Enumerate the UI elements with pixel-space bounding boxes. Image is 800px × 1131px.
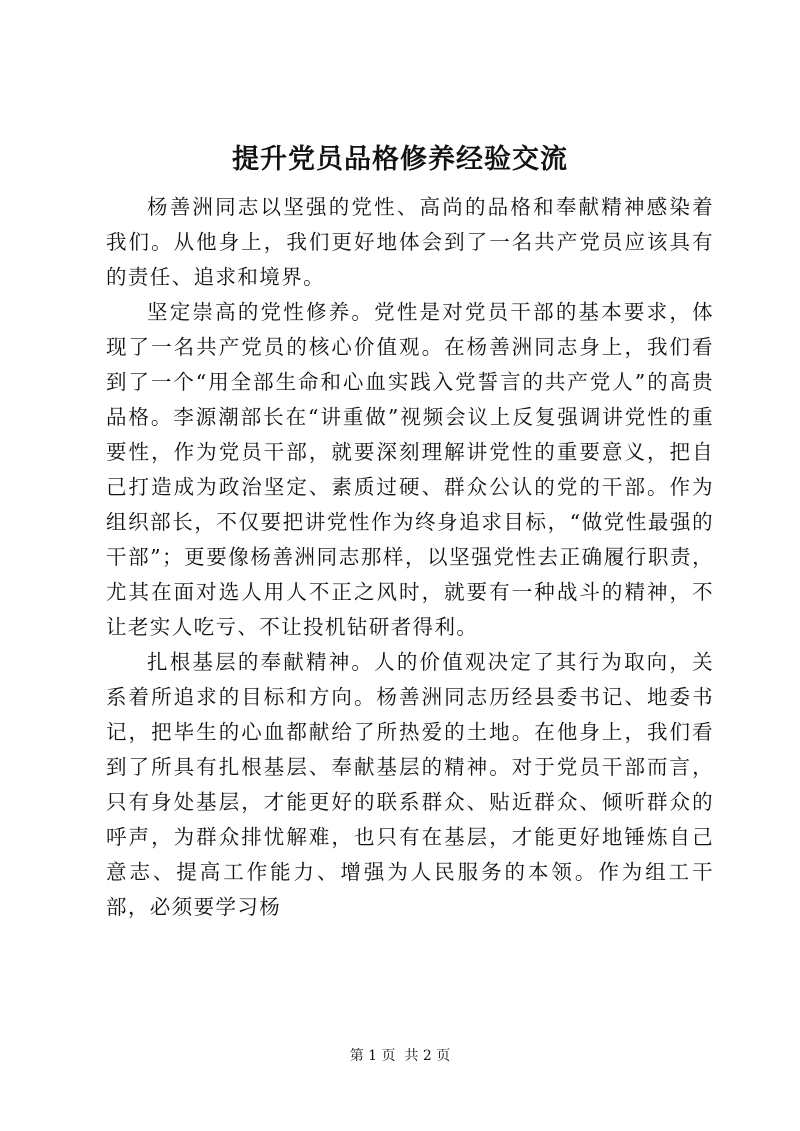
document-body xyxy=(106,190,714,925)
paragraph-party-spirit: 坚定崇高的党性修养。党性是对党员干部的基本要求，体现了一名共产党员的核心价值观。在杨善洲同志身上，我们看到了一个“用全部生命和心血实践入党誓言的共产党人”的高贵品格。李源潮部长在“讲重做”视频会议上反复强调讲党性的重要性，作为党员干部，就要深刻理解讲党性的重要意义，把自己打造成为政治坚定、素质过硬、群众公认的党的干部。作为组织部长，不仅要把讲党性作为终身追求目标，“做党性最强的干部”；更要像杨善洲同志那样，以坚强党性去正确履行职责，尤其在面对选人用人不正之风时，就要有一种战斗的精神，不让老实人吃亏、不让投机钻研者得利。 xyxy=(106,300,714,639)
page-footer xyxy=(0,1046,800,1066)
page-number-label: 第 1 页 共 2 页 xyxy=(349,1048,451,1064)
document-title: 提升党员品格修养经验交流 xyxy=(232,144,568,175)
paragraph-grassroots: 扎根基层的奉献精神。人的价值观决定了其行为取向，关系着所追求的目标和方向。杨善洲同志历经县委书记、地委书记，把毕生的心血都献给了所热爱的土地。在他身上，我们看到了所具有扎根基层、奉献基层的精神。对于党员干部而言，只有身处基层，才能更好的联系群众、贴近群众、倾听群众的呼声，为群众排忧解难，也只有在基层，才能更好地锤炼自己意志、提高工作能力、增强为人民服务的本领。作为组工干部，必须要学习杨 xyxy=(106,650,714,919)
paragraph-intro: 杨善洲同志以坚强的党性、高尚的品格和奉献精神感染着我们。从他身上，我们更好地体会到了一名共产党员应该具有的责任、追求和境界。 xyxy=(106,195,714,289)
